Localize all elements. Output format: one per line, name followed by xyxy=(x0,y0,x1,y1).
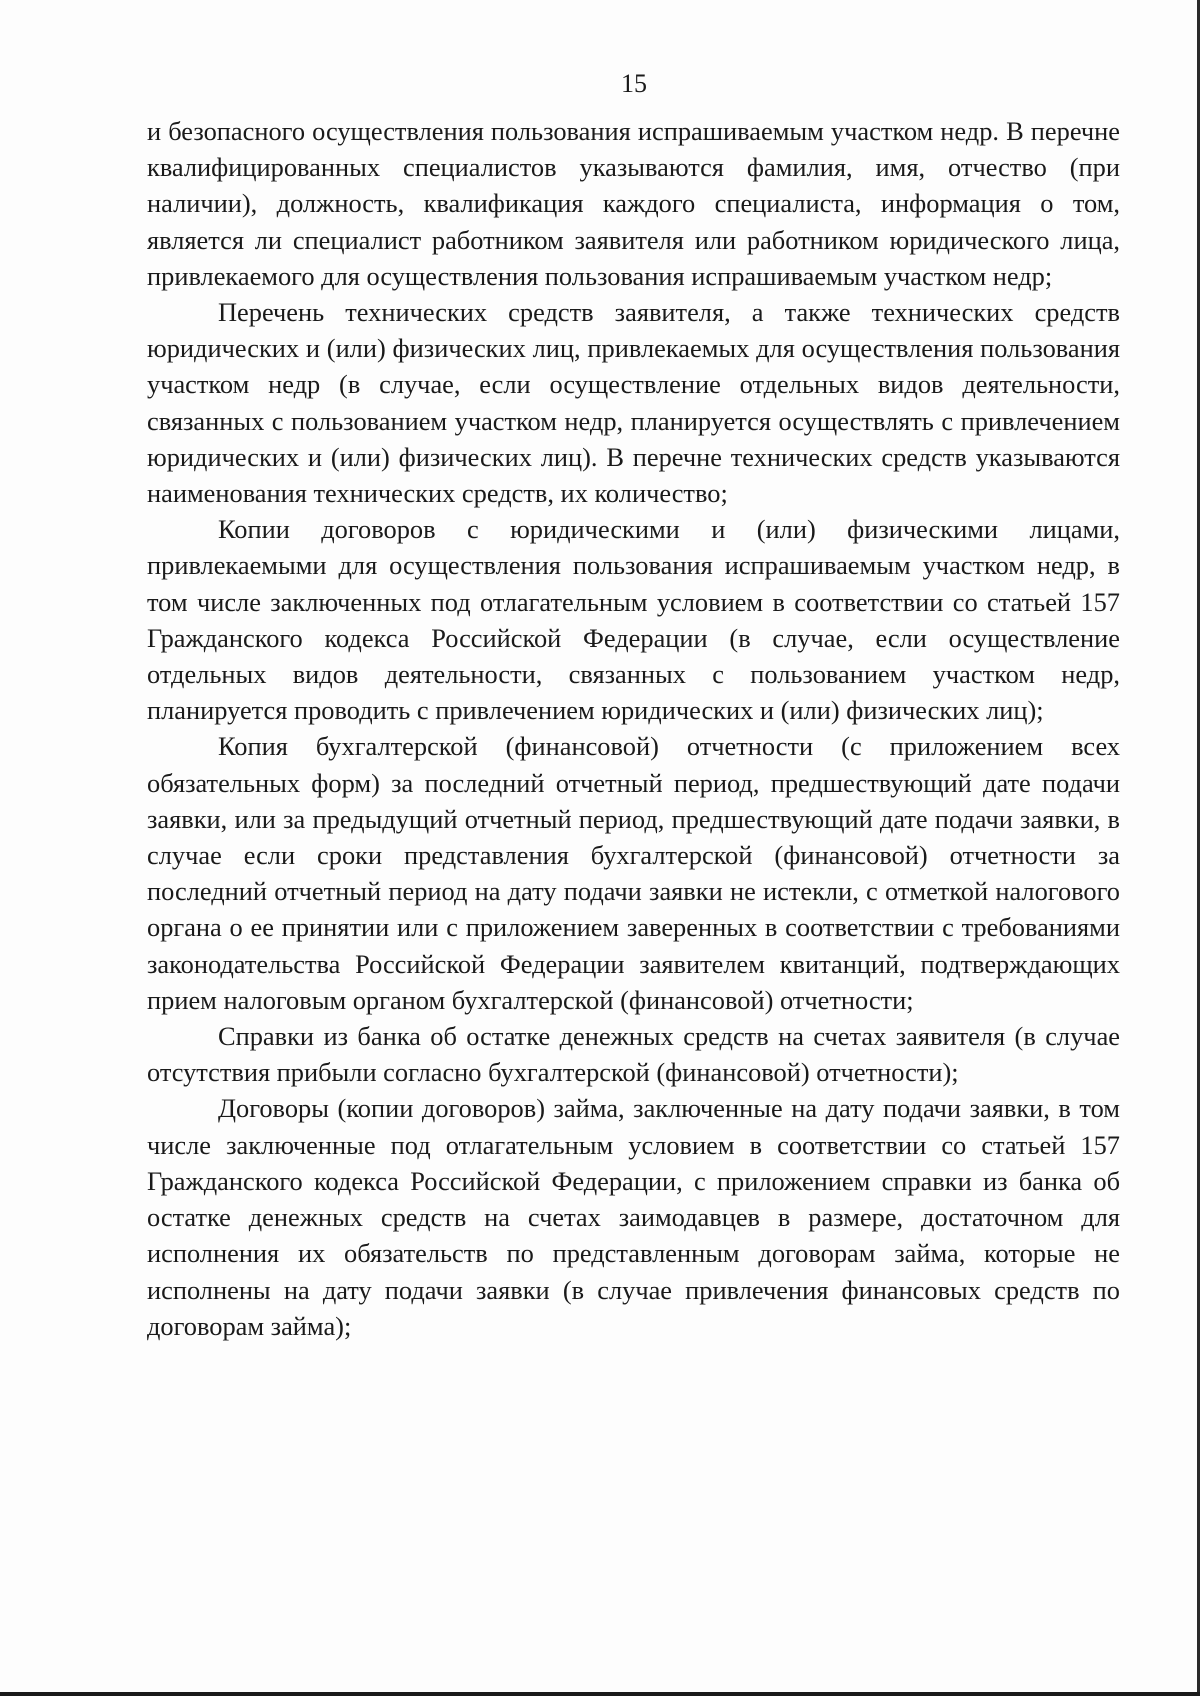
paragraph-loan-agreements: Договоры (копии договоров) займа, заключенные на дату подачи заявки, в том числе заключенные под отлагательным условием в соответствии со статьей 157 Гражданского кодекса Российской Федерации, с приложением справки из банка об остатке денежных средств на счетах заимодавцев в размере, достаточном для исполнения их обязательств по представленным договорам займа, которые не исполнены на дату подачи заявки (в случае привлечения финансовых средств по договорам займа); xyxy=(147,1093,1120,1341)
paragraph-technical-means: Перечень технических средств заявителя, а также технических средств юридических и (или) физических лиц, привлекаемых для осуществления пользования участком недр (в случае, если осуществление отдельных видов деятельности, связанных с пользованием участком недр, планируется осуществлять с привлечением юридических и (или) физических лиц). В перечне технических средств указываются наименования технических средств, их количество; xyxy=(147,297,1120,509)
scan-bottom-edge xyxy=(0,1692,1200,1696)
paragraph-contract-copies: Копии договоров с юридическими и (или) физическими лицами, привлекаемыми для осуществления пользования испрашиваемым участком недр, в том числе заключенных под отлагательным условием в соответствии со статьей 157 Гражданского кодекса Российской Федерации (в случае, если осуществление отдельных видов деятельности, связанных с пользованием участком недр, планируется проводить с привлечением юридических и (или) физических лиц); xyxy=(147,514,1120,726)
document-body xyxy=(147,113,1120,1344)
paragraph-accounting-report: Копия бухгалтерской (финансовой) отчетности (с приложением всех обязательных форм) за последний отчетный период, предшествующий дате подачи заявки, или за предыдущий отчетный период, предшествующий дате подачи заявки, в случае если сроки представления бухгалтерской (финансовой) отчетности за последний отчетный период на дату подачи заявки не истекли, с отметкой налогового органа о ее принятии или с приложением заверенных в соответствии с требованиями законодательства Российской Федерации заявителем квитанций, подтверждающих прием налоговым органом бухгалтерской (финансовой) отчетности; xyxy=(147,731,1120,1015)
paragraph-bank-statements: Справки из банка об остатке денежных средств на счетах заявителя (в случае отсутствия прибыли согласно бухгалтерской (финансовой) отчетности); xyxy=(147,1021,1120,1088)
paragraph-continuation: и безопасного осуществления пользования испрашиваемым участком недр. В перечне квалифицированных специалистов указываются фамилия, имя, отчество (при наличии), должность, квалификация каждого специалиста, информация о том, является ли специалист работником заявителя или работником юридического лица, привлекаемого для осуществления пользования испрашиваемым участком недр; xyxy=(147,116,1120,291)
page-number: 15 xyxy=(621,69,647,98)
